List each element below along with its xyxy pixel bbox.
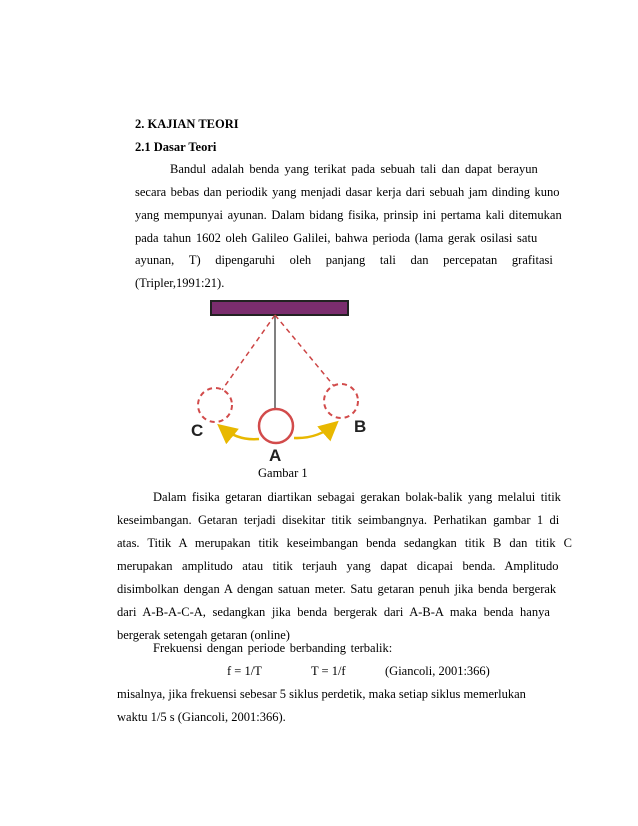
para3-line-3: waktu 1/5 s (Giancoli, 2001:366). [117, 710, 286, 724]
word: dipengaruhi [215, 253, 275, 267]
word: dan [410, 253, 429, 267]
formula-ref: (Giancoli, 2001:366) [385, 664, 490, 678]
bob-a [259, 409, 293, 443]
para1-line-6: (Tripler,1991:21). [135, 276, 225, 290]
string-right [275, 315, 334, 386]
para2-line-5: disimbolkan dengan A dengan satuan meter. Satu getaran penuh jika benda bergerak [117, 582, 557, 596]
word: tali [379, 253, 396, 267]
figure-caption: Gambar 1 [258, 466, 308, 480]
para2-line-3: atas. Titik A merupakan titik keseimbangan benda sedangkan titik B dan titik C [117, 536, 572, 550]
arrow-to-b [294, 424, 335, 438]
word: T) [188, 253, 201, 267]
bob-c-dashed [198, 388, 232, 422]
word: percepatan [443, 253, 498, 267]
pendulum-support-bar [211, 301, 348, 315]
string-left [222, 315, 275, 390]
label-c: C [191, 421, 204, 440]
section-subheading: 2.1 Dasar Teori [135, 140, 217, 154]
pendulum-figure [113, 291, 453, 485]
pendulum-diagram [113, 291, 453, 485]
label-a: A [269, 446, 282, 465]
arrow-to-c [221, 427, 259, 439]
para3-intro: Frekuensi dengan periode berbanding terbalik: [153, 641, 393, 655]
label-b: B [354, 417, 367, 436]
para2-line-1: Dalam fisika getaran diartikan sebagai gerakan bolak-balik yang melalui titik [153, 490, 561, 504]
para1-line-1: Bandul adalah benda yang terikat pada sebuah tali dan dapat berayun [170, 162, 538, 176]
para1-line-5 [135, 253, 553, 268]
para2-line-4: merupakan amplitudo atau titik terjauh yang dapat dicapai benda. Amplitudo [117, 559, 559, 573]
word: grafitasi [511, 253, 553, 267]
word: oleh [289, 253, 312, 267]
word: panjang [325, 253, 366, 267]
para1-line-2: secara bebas dan periodik yang menjadi dasar kerja dari sebuah jam dinding kuno [135, 185, 560, 199]
para1-line-3: yang mempunyai ayunan. Dalam bidang fisika, prinsip ini pertama kali ditemukan [135, 208, 562, 222]
bob-b-dashed [324, 384, 358, 418]
para2-line-6: dari A-B-A-C-A, sedangkan jika benda bergerak dari A-B-A maka benda hanya [117, 605, 550, 619]
section-heading: 2. KAJIAN TEORI [135, 117, 239, 131]
formula-f: f = 1/T [227, 664, 262, 678]
para2-line-2: keseimbangan. Getaran terjadi disekitar titik seimbangnya. Perhatikan gambar 1 di [117, 513, 560, 527]
para1-line-4: pada tahun 1602 oleh Galileo Galilei, bahwa perioda (lama gerak osilasi satu [135, 231, 538, 245]
formula-t: T = 1/f [311, 664, 346, 678]
word: ayunan, [135, 253, 175, 267]
para2-line-7: bergerak setengah getaran (online) [117, 628, 290, 642]
para3-line-2: misalnya, jika frekuensi sebesar 5 siklus perdetik, maka setiap siklus memerlukan [117, 687, 526, 701]
